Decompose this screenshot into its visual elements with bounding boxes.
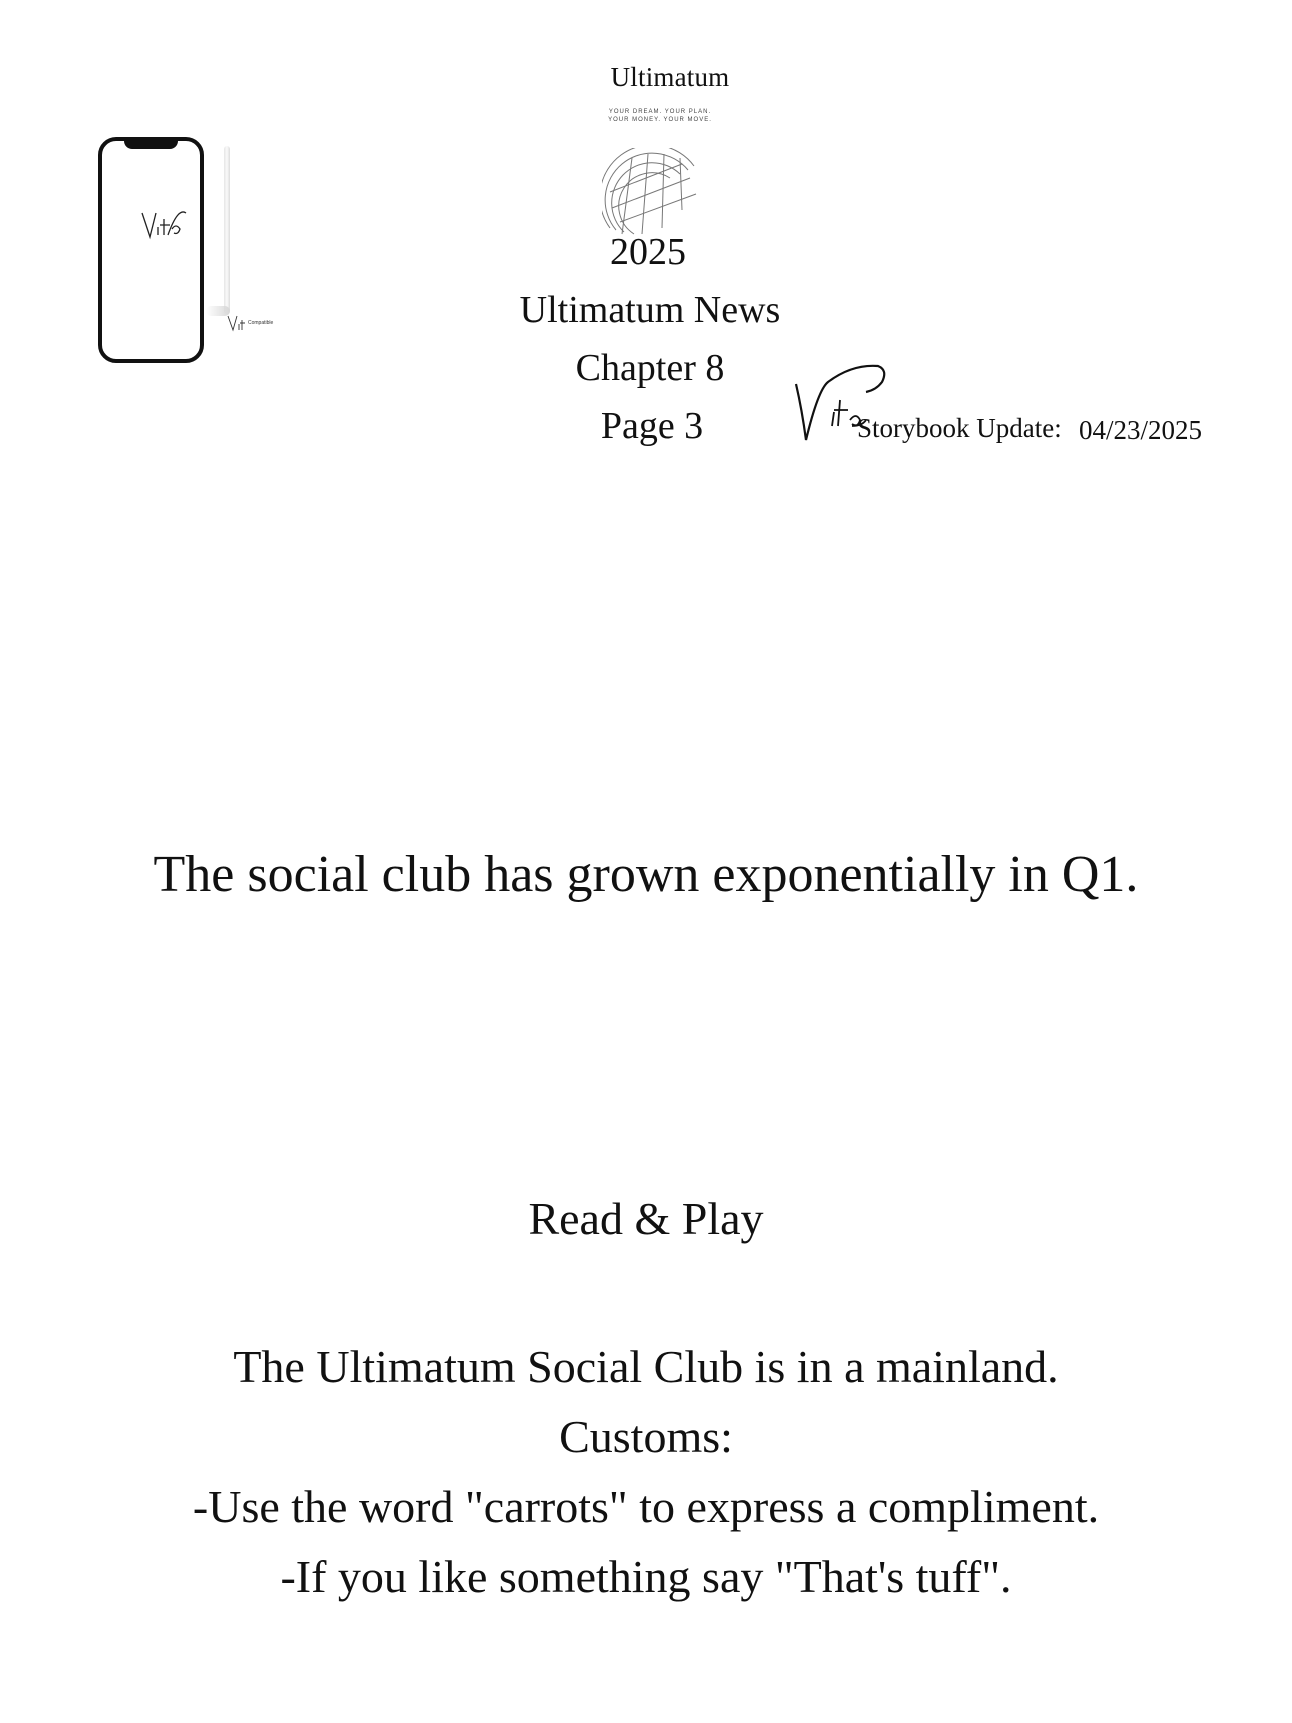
issue-year: 2025 [610,231,686,273]
compatible-signature [226,312,248,334]
page-label: Page 3 [600,405,704,447]
section-title: Read & Play [528,1193,764,1244]
headline: The social club has grown exponentially in Q1. [153,846,1139,903]
brand-name: Ultimatum [610,62,730,92]
body-line: The Ultimatum Social Club is in a mainland. [233,1341,1059,1392]
phone-screen-signature [138,205,188,241]
brand-tagline-line-2: YOUR MONEY. YOUR MOVE. [608,117,712,123]
chapter-label: Chapter 8 [575,347,725,389]
storybook-update-date: 04/23/2025 [1079,415,1203,445]
section-body [0,1332,1292,1612]
brand-tagline-line-1: YOUR DREAM. YOUR PLAN. [608,109,712,115]
body-line: -Use the word "carrots" to express a compliment. [192,1481,1100,1532]
brand-tagline [590,108,730,124]
stylus-icon [224,146,230,314]
compatible-label: Compatible [248,320,274,326]
phone-icon [98,137,204,363]
globe-icon [602,148,702,238]
body-line: -If you like something say "That's tuff". [280,1551,1012,1602]
storybook-update-label: Storybook Update: [857,413,1062,443]
publication-title: Ultimatum News [519,289,781,331]
phone-notch [124,141,178,149]
body-line: Customs: [559,1411,733,1462]
